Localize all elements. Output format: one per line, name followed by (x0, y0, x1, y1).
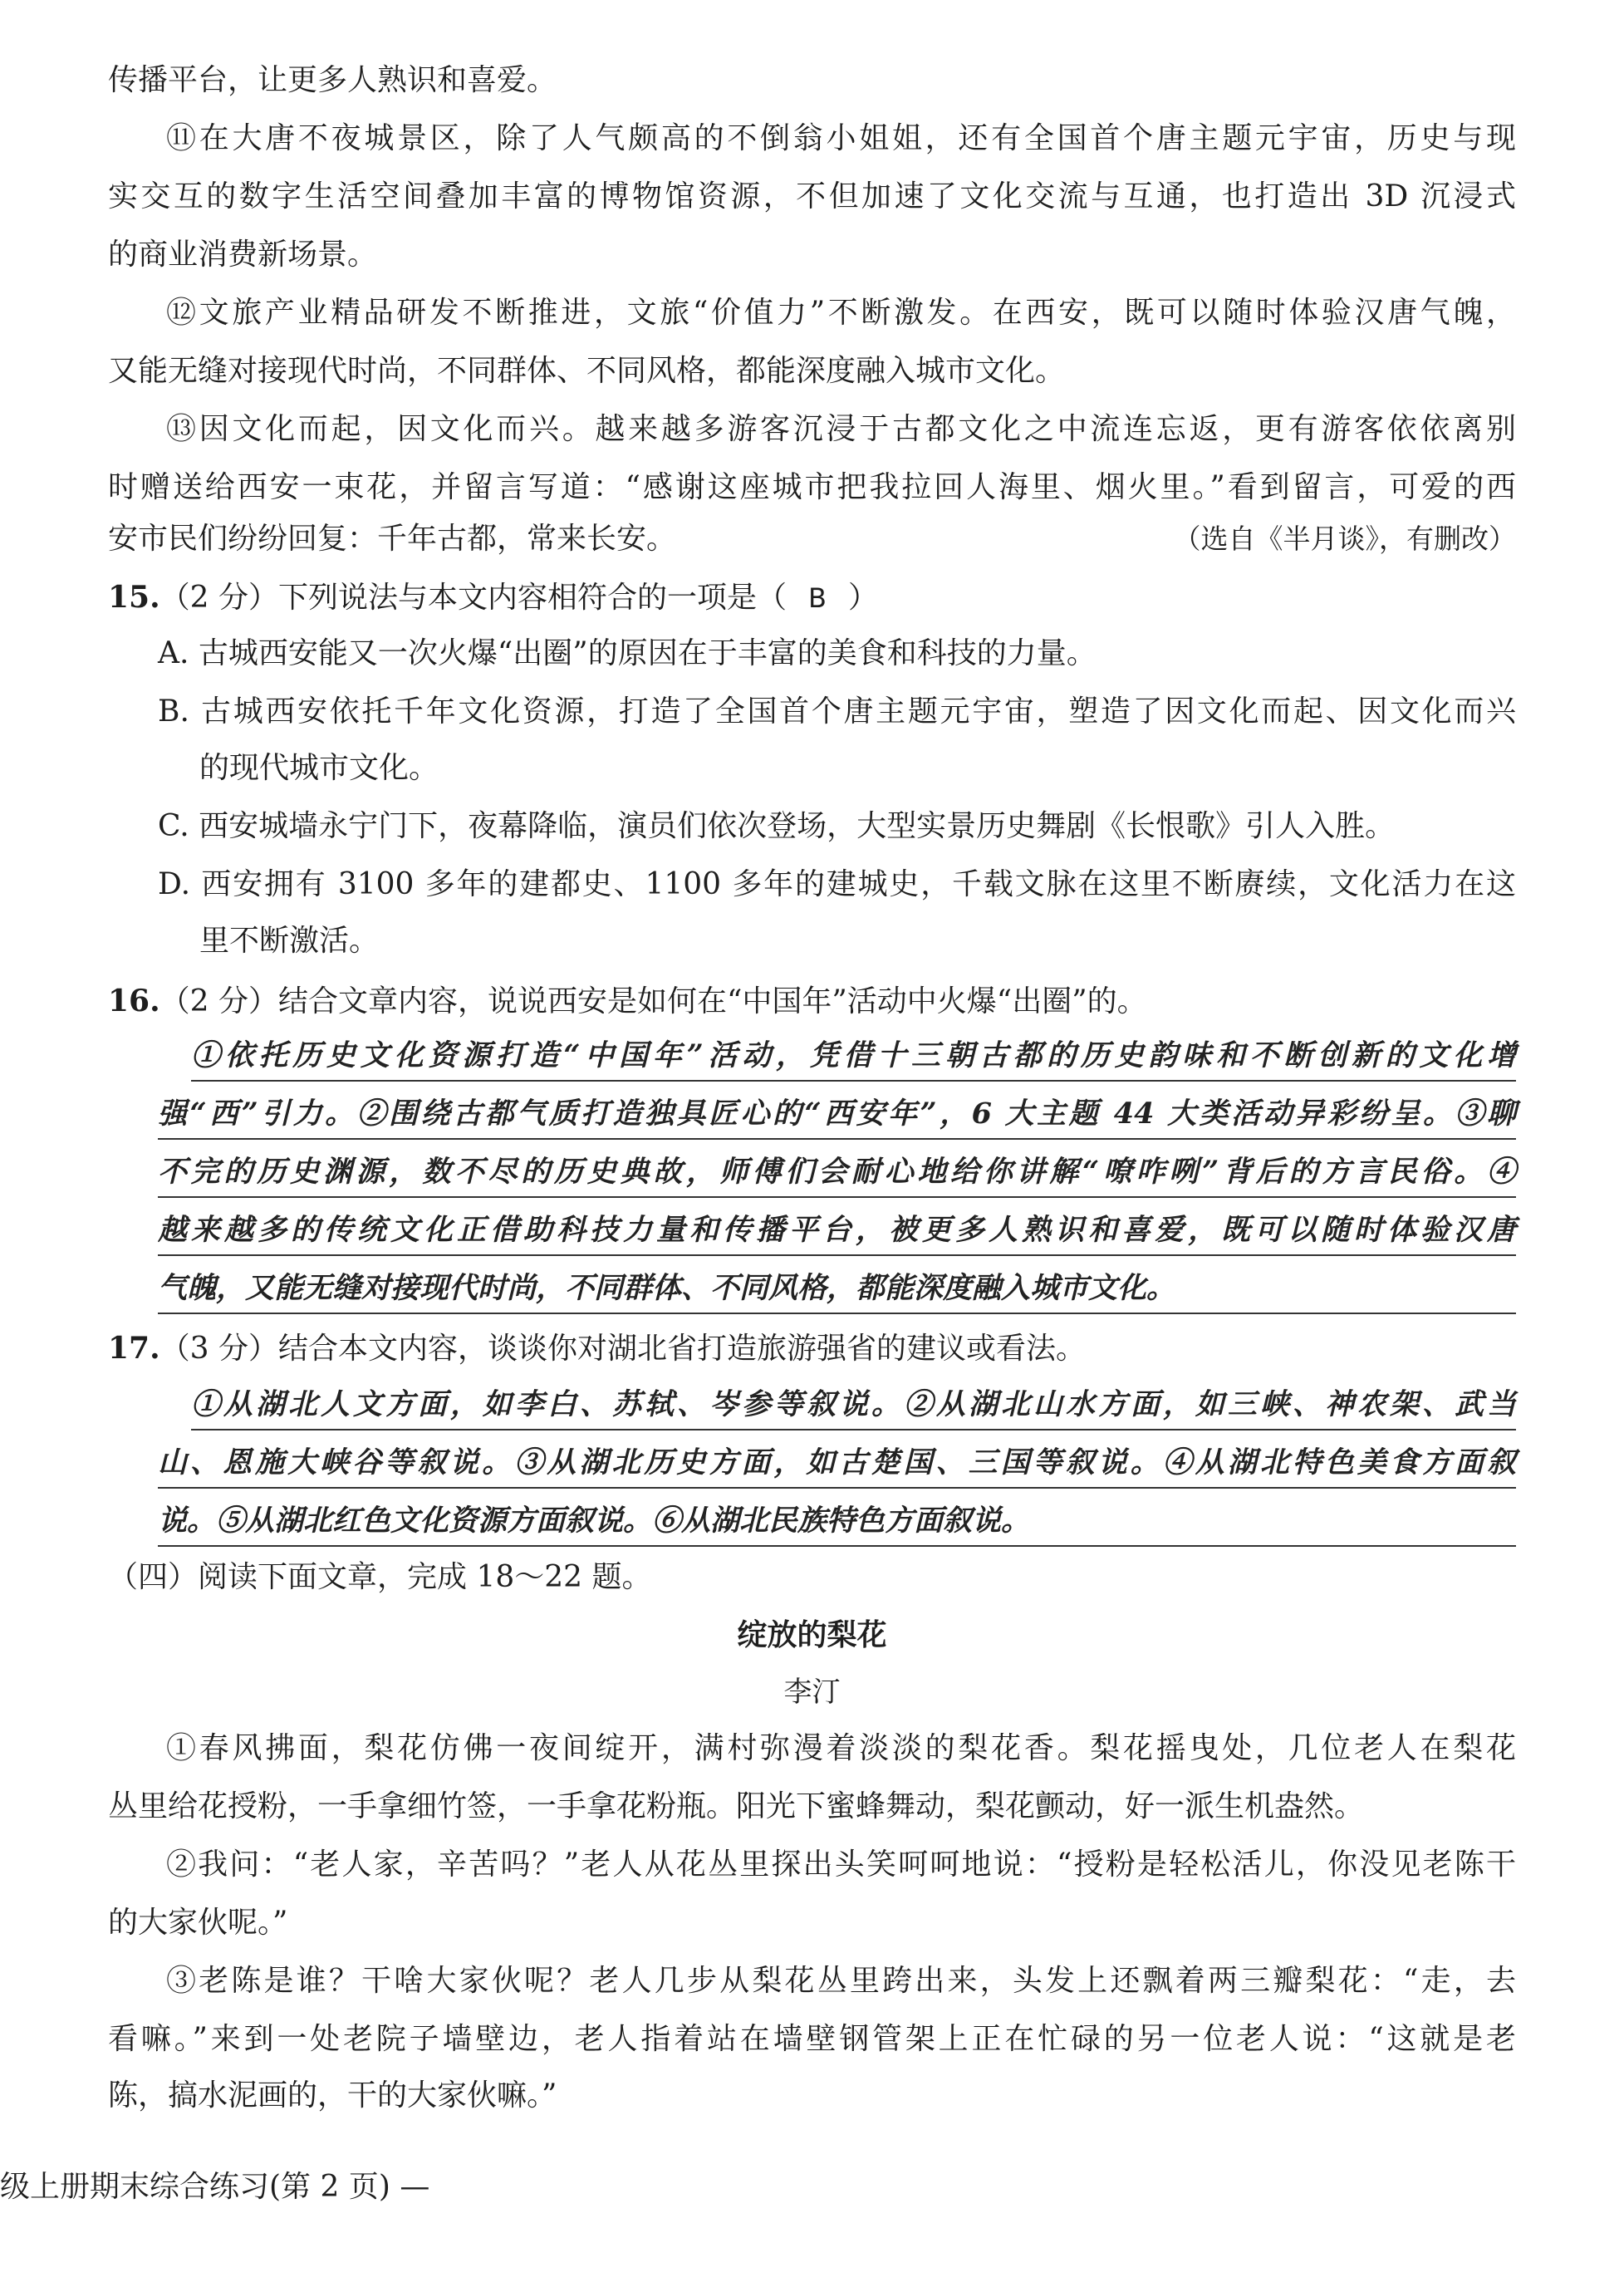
question-16-stem (108, 980, 1516, 1022)
story-paragraph-1-line: ①春风拂面，梨花仿佛一夜间绽开，满村弥漫着淡淡的梨花香。梨花摇曳处，几位老人在梨花 (166, 1731, 1516, 1765)
option-d: D. 西安拥有 3100 多年的建都史、1100 多年的建城史，千载文脉在这里不断赓续，文化活力在这 (158, 867, 1516, 901)
answer-16-line: 越来越多的传统文化正借助科技力量和传播平台，被更多人熟识和喜爱，既可以随时体验汉唐 (158, 1210, 1516, 1256)
question-stem: （2 分）结合文章内容，说说西安是如何在“中国年”活动中火爆“出圈”的。 (159, 984, 1147, 1018)
question-stem: （3 分）结合本文内容，谈谈你对湖北省打造旅游强省的建议或看法。 (159, 1332, 1086, 1366)
story-paragraph-3-line: 陈，搞水泥画的，干的大家伙嘛。” (108, 2078, 557, 2113)
paragraph-13-line: 时赠送给西安一束花，并留言写道：“感谢这座城市把我拉回人海里、烟火里。”看到留言，可爱的西 (108, 470, 1516, 504)
question-17-stem (108, 1327, 1516, 1369)
option-c: C. 西安城墙永宁门下，夜幕降临，演员们依次登场，大型实景历史舞剧《长恨歌》引人入胜。 (158, 809, 1396, 843)
answer-17-line: 山、恩施大峡谷等叙说。③从湖北历史方面，如古楚国、三国等叙说。④从湖北特色美食方面叙 (158, 1442, 1516, 1489)
question-stem: （2 分）下列说法与本文内容相符合的一项是（ (159, 581, 787, 615)
question-number: 15. (108, 580, 160, 615)
answer-17-line: ①从湖北人文方面，如李白、苏轼、岑参等叙说。②从湖北山水方面，如三峡、神农架、武当 (191, 1384, 1516, 1430)
section-4-intro: （四）阅读下面文章，完成 18～22 题。 (108, 1560, 652, 1594)
answer-17-line: 说。⑤从湖北红色文化资源方面叙说。⑥从湖北民族特色方面叙说。 (158, 1500, 1516, 1547)
paragraph-intro-line: 传播平台，让更多人熟识和喜爱。 (108, 63, 557, 97)
paragraph-11-line: 实交互的数字生活空间叠加丰富的博物馆资源，不但加速了文化交流与互通，也打造出 3D 沉浸式 (108, 179, 1516, 213)
question-number: 16. (108, 984, 160, 1018)
paragraph-13-line: 安市民们纷纷回复：千年古都，常来长安。 (108, 522, 677, 556)
paragraph-12-line: ⑫文旅产业精品研发不断推进，文旅“价值力”不断激发。在西安，既可以随时体验汉唐气魄， (166, 296, 1516, 330)
article-title: 绽放的梨花 (737, 1618, 887, 1652)
paragraph-12-line: 又能无缝对接现代时尚，不同群体、不同风格，都能深度融入城市文化。 (108, 354, 1066, 388)
question-stem-close: ） (847, 581, 878, 615)
story-paragraph-2-line: 的大家伙呢。” (108, 1906, 288, 1940)
paragraph-11-line: 的商业消费新场景。 (108, 238, 378, 272)
question-15-stem (108, 577, 1516, 618)
answer-choice: B (808, 582, 827, 614)
option-d-continued: 里不断激活。 (199, 924, 380, 958)
story-paragraph-1-line: 丛里给花授粉，一手拿细竹签，一手拿花粉瓶。阳光下蜜蜂舞动，梨花颤动，好一派生机盎然。 (108, 1789, 1365, 1823)
article-author: 李汀 (783, 1676, 841, 1709)
question-number: 17. (108, 1331, 160, 1366)
story-paragraph-3-line: 看嘛。”来到一处老院子墙壁边，老人指着站在墙壁钢管架上正在忙碌的另一位老人说：“这就是老 (108, 2022, 1516, 2056)
option-a: A. 古城西安能又一次火爆“出圈”的原因在于丰富的美食和科技的力量。 (158, 636, 1097, 670)
source-citation: （选自《半月谈》，有删改） (1173, 523, 1516, 555)
story-paragraph-3-line: ③老陈是谁？干啥大家伙呢？老人几步从梨花丛里跨出来，头发上还飘着两三瓣梨花：“走，去 (166, 1964, 1516, 1998)
option-b: B. 古城西安依托千年文化资源，打造了全国首个唐主题元宇宙，塑造了因文化而起、因文化而兴 (158, 694, 1516, 729)
answer-16-line: 不完的历史渊源，数不尽的历史典故，师傅们会耐心地给你讲解“嘹咋咧”背后的方言民俗。④ (158, 1151, 1516, 1198)
option-b-continued: 的现代城市文化。 (199, 751, 439, 785)
story-paragraph-2-line: ②我问：“老人家，辛苦吗？”老人从花丛里探出头笑呵呵地说：“授粉是轻松活儿，你没见老陈干 (166, 1848, 1516, 1882)
answer-16-line: ①依托历史文化资源打造“中国年”活动，凭借十三朝古都的历史韵味和不断创新的文化增 (191, 1035, 1516, 1082)
answer-16-line: 强“西”引力。②围绕古都气质打造独具匠心的“西安年”，6 大主题 44 大类活动异彩纷呈。③聊 (158, 1093, 1516, 1140)
answer-16-line: 气魄，又能无缝对接现代时尚，不同群体、不同风格，都能深度融入城市文化。 (158, 1268, 1516, 1314)
page-footer: 级上册期末综合练习(第 2 页) — (0, 2170, 430, 2204)
paragraph-11-line: ⑪在大唐不夜城景区，除了人气颇高的不倒翁小姐姐，还有全国首个唐主题元宇宙，历史与现 (166, 121, 1516, 155)
paragraph-13-line: ⑬因文化而起，因文化而兴。越来越多游客沉浸于古都文化之中流连忘返，更有游客依依离别 (166, 412, 1516, 446)
